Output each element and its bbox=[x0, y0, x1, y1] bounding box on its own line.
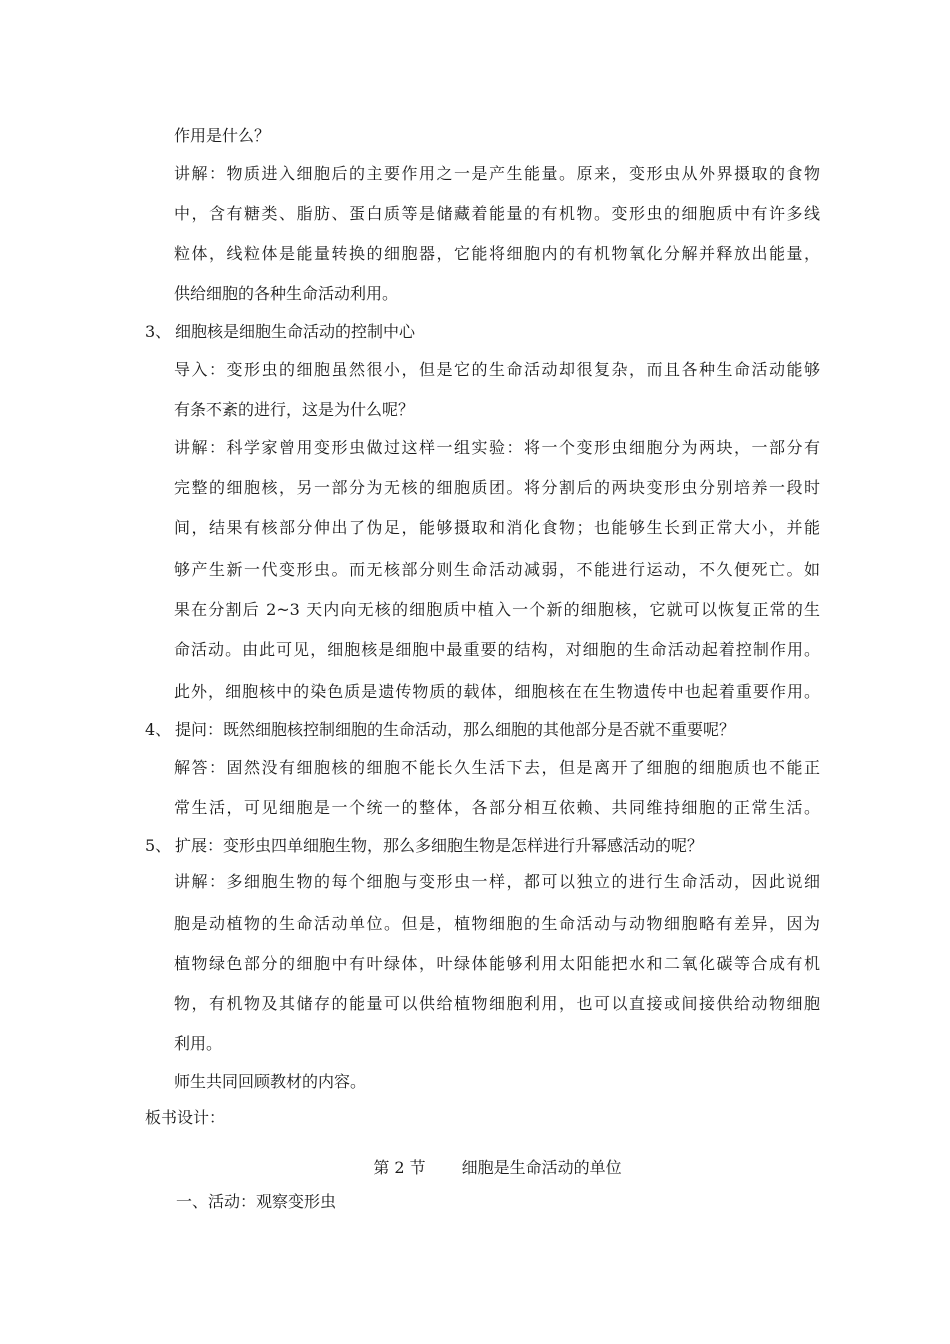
text-line: 导入：变形虫的细胞虽然很小，但是它的生命活动却很复杂，而且各种生命活动能够 bbox=[174, 360, 820, 379]
text-line: 粒体，线粒体是能量转换的细胞器，它能将细胞内的有机物氧化分解并释放出能量， bbox=[174, 244, 820, 263]
section-heading bbox=[0, 1158, 950, 1178]
item-text: 细胞核是细胞生命活动的控制中心 bbox=[175, 322, 416, 341]
text-line: 此外，细胞核中的染色质是遗传物质的载体，细胞核在在生物遗传中也起着重要作用。 bbox=[174, 682, 820, 701]
text-line: 讲解：物质进入细胞后的主要作用之一是产生能量。原来，变形虫从外界摄取的食物 bbox=[174, 164, 820, 183]
text-line: 完整的细胞核，另一部分为无核的细胞质团。将分割后的两块变形虫分别培养一段时 bbox=[174, 478, 820, 497]
numbered-item bbox=[145, 720, 735, 740]
text-line: 供给细胞的各种生命活动利用。 bbox=[174, 284, 399, 303]
text-line: 师生共同回顾教材的内容。 bbox=[174, 1072, 367, 1091]
text-line: 植物绿色部分的细胞中有叶绿体，叶绿体能够利用太阳能把水和二氧化碳等合成有机 bbox=[174, 954, 820, 973]
numbered-item bbox=[145, 322, 415, 342]
item-text: 扩展：变形虫四单细胞生物，那么多细胞生物是怎样进行升幂感活动的呢？ bbox=[175, 836, 704, 855]
text-line: 一、活动：观察变形虫 bbox=[176, 1192, 337, 1211]
text-line: 果在分割后 2~3 天内向无核的细胞质中植入一个新的细胞核，它就可以恢复正常的生 bbox=[174, 600, 820, 619]
text-line: 有条不紊的进行，这是为什么呢？ bbox=[174, 400, 415, 419]
text-line: 利用。 bbox=[174, 1034, 223, 1053]
text-line: 常生活，可见细胞是一个统一的整体，各部分相互依赖、共同维持细胞的正常生活。 bbox=[174, 798, 820, 817]
text-line: 中，含有糖类、脂肪、蛋白质等是储藏着能量的有机物。变形虫的细胞质中有许多线 bbox=[174, 204, 820, 223]
text-line: 讲解：科学家曾用变形虫做过这样一组实验：将一个变形虫细胞分为两块，一部分有 bbox=[174, 438, 820, 457]
text-line: 命活动。由此可见，细胞核是细胞中最重要的结构，对细胞的生命活动起着控制作用。 bbox=[174, 640, 820, 659]
item-text: 提问：既然细胞核控制细胞的生命活动，那么细胞的其他部分是否就不重要呢？ bbox=[175, 720, 736, 739]
numbered-item bbox=[145, 836, 703, 856]
text-line: 够产生新一代变形虫。而无核部分则生命活动减弱，不能进行运动，不久便死亡。如 bbox=[174, 560, 820, 579]
text-line: 间，结果有核部分伸出了伪足，能够摄取和消化食物；也能够生长到正常大小，并能 bbox=[174, 518, 820, 537]
text-line: 物，有机物及其储存的能量可以供给植物细胞利用，也可以直接或间接供给动物细胞 bbox=[174, 994, 820, 1013]
text-line: 板书设计： bbox=[145, 1108, 226, 1127]
section-label: 第 2 节 bbox=[373, 1158, 426, 1177]
section-title: 细胞是生命活动的单位 bbox=[461, 1158, 622, 1177]
text-line: 胞是动植物的生命活动单位。但是，植物细胞的生命活动与动物细胞略有差异，因为 bbox=[174, 914, 820, 933]
text-line: 解答：固然没有细胞核的细胞不能长久生活下去，但是离开了细胞的细胞质也不能正 bbox=[174, 758, 820, 777]
item-number: 3、 bbox=[145, 322, 172, 341]
text-line: 作用是什么？ bbox=[174, 126, 271, 145]
item-number: 5、 bbox=[145, 836, 172, 855]
text-line: 讲解：多细胞生物的每个细胞与变形虫一样，都可以独立的进行生命活动，因此说细 bbox=[174, 872, 820, 891]
item-number: 4、 bbox=[145, 720, 172, 739]
